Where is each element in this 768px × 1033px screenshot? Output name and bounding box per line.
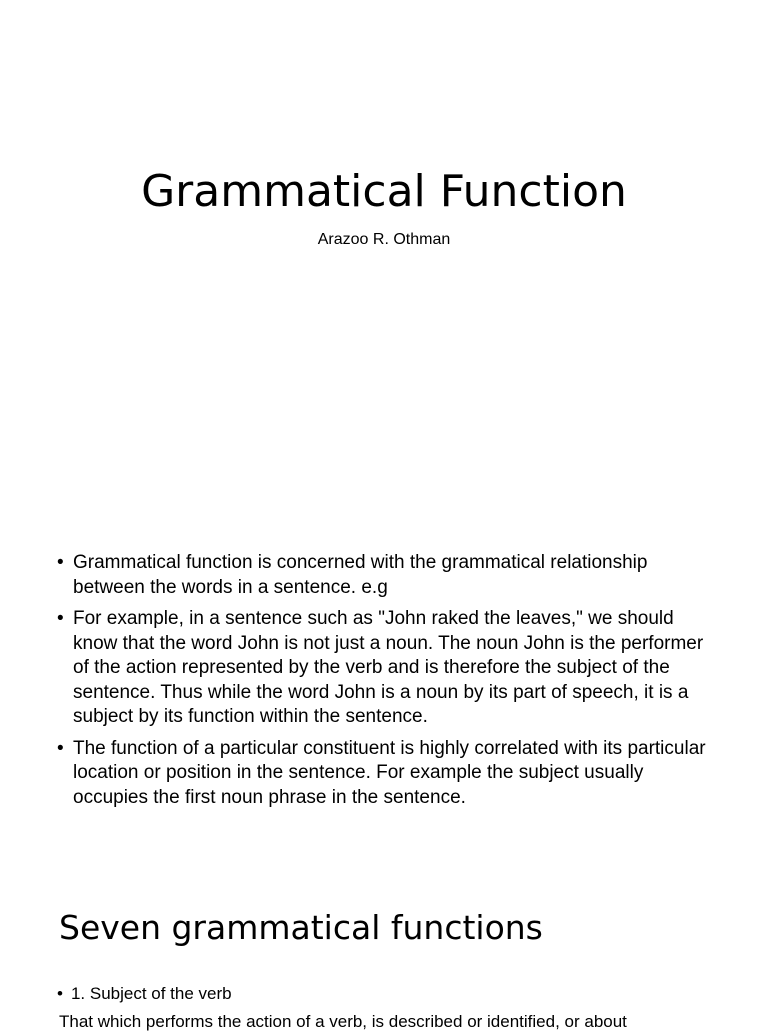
bullet-text: The function of a particular constituent is highly correlated with its particular location or position in the sentence. For example the subject usually occupies the first noun phrase in the sentence. [73, 737, 706, 808]
bullet-text: For example, in a sentence such as "John raked the leaves," we should know that the word John is not just a noun. The noun John is the performer of the action represented by the verb and is therefore the subject of the sentence. Thus while the word John is a noun by its part of speech, it is a subject by its function within the sentence. [73, 608, 704, 727]
section-item-text: 1. Subject of the verb [70, 984, 232, 1003]
bullet-list [57, 551, 717, 817]
section-title: Seven grammatical functions [59, 908, 543, 947]
bullet-item [57, 607, 717, 730]
bullet-dot-icon: • [57, 737, 64, 759]
content-slide [0, 545, 768, 845]
section-list-item [57, 983, 232, 1005]
slide-author: Arazoo R. Othman [317, 231, 451, 248]
section-slide [0, 880, 768, 1031]
section-body-text: That which performs the action of a verb, is described or identified, or about [59, 1012, 627, 1031]
bullet-item [57, 551, 717, 600]
bullet-dot-icon: • [57, 608, 64, 629]
bullet-text: Grammatical function is concerned with the grammatical relationship between the words in a sentence. e.g [73, 552, 648, 598]
bullet-item [57, 737, 717, 811]
bullet-dot-icon: • [57, 984, 63, 1003]
slide-title: Grammatical Function [141, 166, 627, 217]
bullet-dot-icon: • [57, 552, 64, 573]
